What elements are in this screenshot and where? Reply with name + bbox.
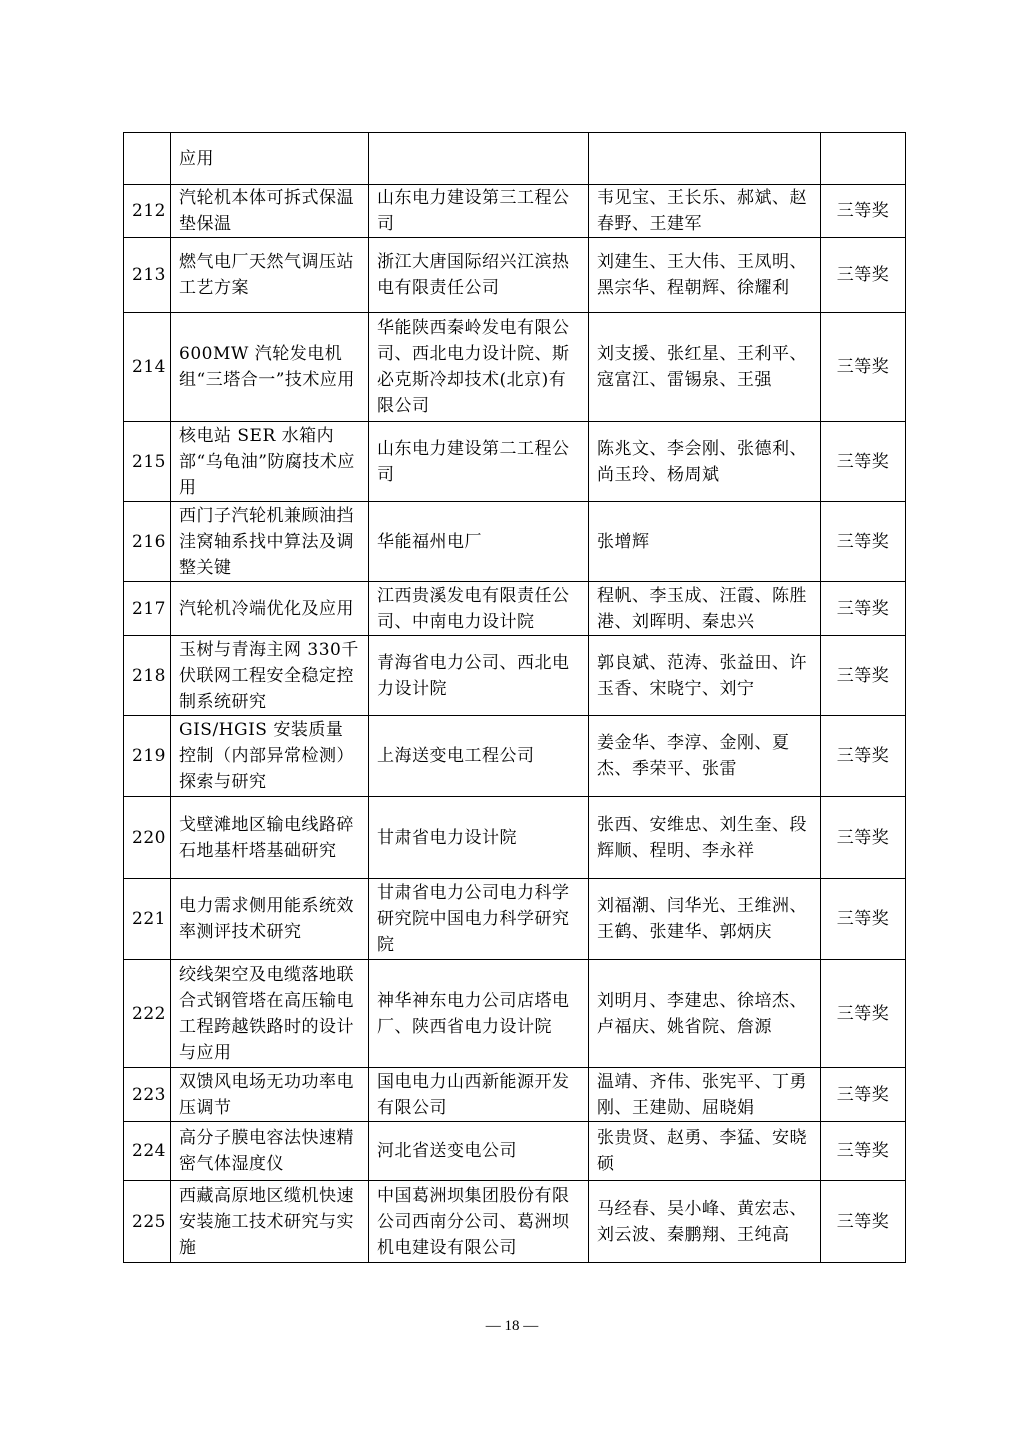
- cell-people: 张贵贤、赵勇、李猛、安晓硕: [589, 1122, 821, 1181]
- cell-unit: 华能陕西秦岭发电有限公司、西北电力设计院、斯必克斯冷却技术(北京)有限公司: [369, 313, 589, 422]
- page-number: — 18 —: [485, 1318, 539, 1334]
- cell-people: 张西、安维忠、刘生奎、段辉顺、程明、李永祥: [589, 797, 821, 879]
- cell-unit: 甘肃省电力公司电力科学研究院中国电力科学研究院: [369, 879, 589, 960]
- cell-no: 222: [124, 960, 171, 1068]
- cell-award: 三等奖: [821, 1122, 906, 1181]
- cell-no: 215: [124, 422, 171, 502]
- table-row: [124, 1181, 906, 1263]
- cell-award: 三等奖: [821, 313, 906, 422]
- cell-award: 三等奖: [821, 716, 906, 797]
- cell-unit: 甘肃省电力设计院: [369, 797, 589, 879]
- table-row: [124, 960, 906, 1068]
- cell-no: 223: [124, 1068, 171, 1122]
- awards-table-body: [124, 133, 906, 1263]
- cell-award: 三等奖: [821, 797, 906, 879]
- cell-no: 217: [124, 582, 171, 636]
- cell-award: 三等奖: [821, 879, 906, 960]
- cell-no: 224: [124, 1122, 171, 1181]
- cell-project: 戈壁滩地区输电线路碎石地基杆塔基础研究: [171, 797, 369, 879]
- table-row: [124, 1068, 906, 1122]
- cell-no: [124, 133, 171, 185]
- cell-people: 刘福潮、闫华光、王维洲、王鹤、张建华、郭炳庆: [589, 879, 821, 960]
- table-row: [124, 797, 906, 879]
- table-row: [124, 238, 906, 313]
- cell-project: 汽轮机冷端优化及应用: [171, 582, 369, 636]
- awards-table: [123, 132, 906, 1263]
- cell-people: 姜金华、李淳、金刚、夏杰、季荣平、张雷: [589, 716, 821, 797]
- cell-project: 电力需求侧用能系统效率测评技术研究: [171, 879, 369, 960]
- cell-unit: 山东电力建设第三工程公司: [369, 185, 589, 238]
- cell-unit: 青海省电力公司、西北电力设计院: [369, 636, 589, 716]
- cell-award: 三等奖: [821, 636, 906, 716]
- cell-award: 三等奖: [821, 422, 906, 502]
- cell-no: 220: [124, 797, 171, 879]
- cell-project: 玉树与青海主网 330千伏联网工程安全稳定控制系统研究: [171, 636, 369, 716]
- cell-no: 221: [124, 879, 171, 960]
- cell-unit: 华能福州电厂: [369, 502, 589, 582]
- cell-unit: 神华神东电力公司店塔电厂、陕西省电力设计院: [369, 960, 589, 1068]
- cell-project: 燃气电厂天然气调压站工艺方案: [171, 238, 369, 313]
- table-row: [124, 185, 906, 238]
- table-row: [124, 716, 906, 797]
- cell-award: 三等奖: [821, 960, 906, 1068]
- cell-no: 214: [124, 313, 171, 422]
- cell-people: 刘明月、李建忠、徐培杰、卢福庆、姚省院、詹源: [589, 960, 821, 1068]
- cell-project: 应用: [171, 133, 369, 185]
- cell-project: 西藏高原地区缆机快速安装施工技术研究与实施: [171, 1181, 369, 1263]
- cell-unit: 河北省送变电公司: [369, 1122, 589, 1181]
- cell-project: 600MW 汽轮发电机组“三塔合一”技术应用: [171, 313, 369, 422]
- cell-project: 核电站 SER 水箱内部“乌龟油”防腐技术应用: [171, 422, 369, 502]
- cell-people: 程帆、李玉成、汪霞、陈胜港、刘晖明、秦忠兴: [589, 582, 821, 636]
- cell-no: 212: [124, 185, 171, 238]
- cell-people: 温靖、齐伟、张宪平、丁勇刚、王建勋、屈晓娟: [589, 1068, 821, 1122]
- table-row: [124, 582, 906, 636]
- cell-people: 郭良斌、范涛、张益田、许玉香、宋晓宁、刘宁: [589, 636, 821, 716]
- cell-no: 219: [124, 716, 171, 797]
- cell-people: 马经春、吴小峰、黄宏志、刘云波、秦鹏翔、王纯高: [589, 1181, 821, 1263]
- cell-people: 刘支援、张红星、王利平、寇富江、雷锡泉、王强: [589, 313, 821, 422]
- table-row: [124, 636, 906, 716]
- cell-unit: 山东电力建设第二工程公司: [369, 422, 589, 502]
- table-row: [124, 502, 906, 582]
- table-row: [124, 1122, 906, 1181]
- cell-unit: 江西贵溪发电有限责任公司、中南电力设计院: [369, 582, 589, 636]
- cell-no: 218: [124, 636, 171, 716]
- cell-unit: 上海送变电工程公司: [369, 716, 589, 797]
- cell-unit: 浙江大唐国际绍兴江滨热电有限责任公司: [369, 238, 589, 313]
- cell-no: 213: [124, 238, 171, 313]
- table-row-continuation: [124, 133, 906, 185]
- cell-award: 三等奖: [821, 1068, 906, 1122]
- cell-people: 韦见宝、王长乐、郝斌、赵春野、王建军: [589, 185, 821, 238]
- cell-people: 张增辉: [589, 502, 821, 582]
- cell-no: 216: [124, 502, 171, 582]
- cell-no: 225: [124, 1181, 171, 1263]
- cell-award: 三等奖: [821, 502, 906, 582]
- cell-project: 汽轮机本体可拆式保温垫保温: [171, 185, 369, 238]
- cell-people: [589, 133, 821, 185]
- cell-unit: [369, 133, 589, 185]
- cell-project: 绞线架空及电缆落地联合式钢管塔在高压输电工程跨越铁路时的设计与应用: [171, 960, 369, 1068]
- cell-unit: 中国葛洲坝集团股份有限公司西南分公司、葛洲坝机电建设有限公司: [369, 1181, 589, 1263]
- cell-award: 三等奖: [821, 238, 906, 313]
- cell-award: 三等奖: [821, 1181, 906, 1263]
- cell-award: 三等奖: [821, 582, 906, 636]
- cell-unit: 国电电力山西新能源开发有限公司: [369, 1068, 589, 1122]
- table-row: [124, 422, 906, 502]
- table-row: [124, 313, 906, 422]
- cell-award: [821, 133, 906, 185]
- cell-award: 三等奖: [821, 185, 906, 238]
- cell-project: GIS/HGIS 安装质量控制（内部异常检测）探索与研究: [171, 716, 369, 797]
- cell-people: 刘建生、王大伟、王凤明、黑宗华、程朝辉、徐耀利: [589, 238, 821, 313]
- cell-project: 双馈风电场无功功率电压调节: [171, 1068, 369, 1122]
- cell-project: 西门子汽轮机兼顾油挡洼窝轴系找中算法及调整关键: [171, 502, 369, 582]
- cell-project: 高分子膜电容法快速精密气体湿度仪: [171, 1122, 369, 1181]
- cell-people: 陈兆文、李会刚、张德利、尚玉玲、杨周斌: [589, 422, 821, 502]
- table-row: [124, 879, 906, 960]
